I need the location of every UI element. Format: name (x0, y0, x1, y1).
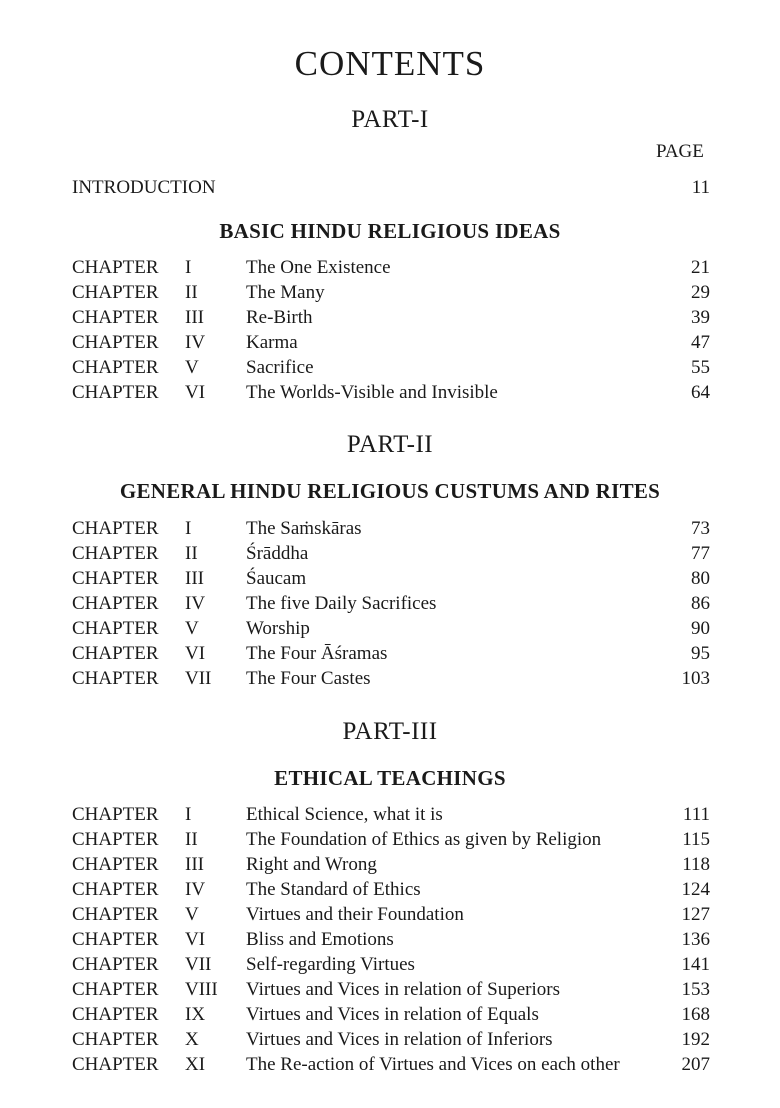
chapter-title: Ethical Science, what it is (246, 804, 443, 825)
chapter-label: CHAPTER (72, 1054, 159, 1075)
part-1-chapter-list (72, 257, 710, 407)
chapter-entry (72, 1029, 710, 1054)
chapter-number: VI (185, 382, 206, 403)
part-2-section-title: GENERAL HINDU RELIGIOUS CUSTUMS AND RITES (119, 479, 661, 503)
chapter-page: 73 (691, 518, 710, 539)
chapter-label: CHAPTER (72, 643, 159, 664)
chapter-page: 136 (681, 929, 710, 950)
chapter-number: V (185, 904, 199, 925)
chapter-number: I (185, 518, 192, 539)
part-3-section-title: ETHICAL TEACHINGS (274, 766, 506, 790)
chapter-entry (72, 829, 710, 854)
chapter-page: 124 (681, 879, 710, 900)
chapter-page: 118 (682, 854, 710, 875)
chapter-number: VI (185, 643, 206, 664)
chapter-label: CHAPTER (72, 954, 159, 975)
part-2-chapter-list (72, 518, 710, 693)
chapter-title: Karma (246, 332, 298, 353)
chapter-number: IV (185, 879, 206, 900)
chapter-title: Virtues and Vices in relation of Superiors (246, 979, 560, 1000)
chapter-label: CHAPTER (72, 829, 159, 850)
chapter-entry (72, 954, 710, 979)
chapter-page: 90 (691, 618, 710, 639)
chapter-number: II (185, 829, 198, 850)
chapter-title: Virtues and Vices in relation of Inferiors (246, 1029, 553, 1050)
chapter-entry (72, 518, 710, 543)
chapter-entry (72, 543, 710, 568)
chapter-title: The One Existence (246, 257, 391, 278)
part-3-heading: PART-III (342, 718, 438, 745)
chapter-entry (72, 382, 710, 407)
chapter-page: 80 (691, 568, 710, 589)
chapter-entry (72, 357, 710, 382)
chapter-entry (72, 1054, 710, 1079)
chapter-page: 39 (691, 307, 710, 328)
chapter-page: 153 (681, 979, 710, 1000)
chapter-title: The Foundation of Ethics as given by Religion (246, 829, 602, 850)
chapter-entry (72, 593, 710, 618)
chapter-label: CHAPTER (72, 307, 159, 328)
chapter-number: IV (185, 593, 206, 614)
chapter-label: CHAPTER (72, 979, 159, 1000)
chapter-page: 207 (681, 1054, 710, 1075)
chapter-title: Right and Wrong (246, 854, 377, 875)
chapter-number: II (185, 543, 198, 564)
chapter-title: Śrāddha (246, 543, 309, 564)
chapter-title: Bliss and Emotions (246, 929, 394, 950)
chapter-entry (72, 979, 710, 1004)
chapter-entry (72, 904, 710, 929)
introduction-page: 11 (691, 177, 710, 198)
chapter-page: 77 (691, 543, 710, 564)
chapter-title: Virtues and their Foundation (246, 904, 464, 925)
chapter-page: 115 (682, 829, 710, 850)
part-3-chapter-list (72, 804, 710, 1079)
chapter-number: III (185, 307, 204, 328)
chapter-entry (72, 668, 710, 693)
chapter-number: I (185, 257, 192, 278)
chapter-label: CHAPTER (72, 357, 159, 378)
chapter-number: I (185, 804, 192, 825)
chapter-page: 21 (691, 257, 710, 278)
chapter-page: 111 (682, 804, 710, 825)
chapter-number: VII (185, 954, 212, 975)
chapter-title: Worship (246, 618, 310, 639)
chapter-title: Śaucam (246, 568, 307, 589)
chapter-page: 141 (681, 954, 710, 975)
chapter-page: 29 (691, 282, 710, 303)
chapter-label: CHAPTER (72, 1004, 159, 1025)
chapter-number: V (185, 357, 199, 378)
chapter-entry (72, 804, 710, 829)
chapter-label: CHAPTER (72, 518, 159, 539)
chapter-page: 86 (691, 593, 710, 614)
part-1-section-title: BASIC HINDU RELIGIOUS IDEAS (219, 219, 561, 243)
chapter-label: CHAPTER (72, 257, 159, 278)
chapter-title: Re-Birth (246, 307, 313, 328)
chapter-label: CHAPTER (72, 904, 159, 925)
chapter-entry (72, 332, 710, 357)
chapter-page: 47 (691, 332, 710, 353)
chapter-number: XI (185, 1054, 206, 1075)
chapter-title: The Many (246, 282, 325, 303)
part-1-heading: PART-I (351, 106, 429, 133)
page-title: CONTENTS (294, 44, 486, 83)
introduction-label: INTRODUCTION (72, 177, 216, 198)
chapter-number: II (185, 282, 198, 303)
chapter-page: 64 (691, 382, 710, 403)
chapter-title: The Standard of Ethics (246, 879, 421, 900)
chapter-entry (72, 307, 710, 332)
chapter-number: III (185, 568, 204, 589)
chapter-label: CHAPTER (72, 879, 159, 900)
chapter-page: 95 (691, 643, 710, 664)
chapter-number: X (185, 1029, 199, 1050)
chapter-label: CHAPTER (72, 668, 159, 689)
chapter-label: CHAPTER (72, 1029, 159, 1050)
introduction-entry (72, 177, 710, 201)
chapter-entry (72, 618, 710, 643)
chapter-label: CHAPTER (72, 618, 159, 639)
chapter-title: The Saṁskāras (246, 518, 362, 539)
chapter-label: CHAPTER (72, 568, 159, 589)
chapter-label: CHAPTER (72, 382, 159, 403)
chapter-label: CHAPTER (72, 593, 159, 614)
chapter-title: The Four Castes (246, 668, 371, 689)
chapter-entry (72, 643, 710, 668)
chapter-page: 55 (691, 357, 710, 378)
chapter-label: CHAPTER (72, 854, 159, 875)
chapter-label: CHAPTER (72, 332, 159, 353)
chapter-title: Virtues and Vices in relation of Equals (246, 1004, 539, 1025)
chapter-entry (72, 568, 710, 593)
chapter-label: CHAPTER (72, 804, 159, 825)
chapter-entry (72, 257, 710, 282)
chapter-number: IV (185, 332, 206, 353)
chapter-entry (72, 854, 710, 879)
chapter-number: VIII (185, 979, 218, 1000)
page-column-label: PAGE (656, 141, 704, 162)
chapter-number: VI (185, 929, 206, 950)
chapter-page: 168 (681, 1004, 710, 1025)
chapter-entry (72, 1004, 710, 1029)
chapter-title: Sacrifice (246, 357, 314, 378)
chapter-title: The Re-action of Virtues and Vices on each other (246, 1054, 620, 1075)
chapter-title: The Worlds-Visible and Invisible (246, 382, 498, 403)
chapter-label: CHAPTER (72, 929, 159, 950)
chapter-page: 127 (681, 904, 710, 925)
chapter-title: Self-regarding Virtues (246, 954, 415, 975)
chapter-number: V (185, 618, 199, 639)
chapter-entry (72, 282, 710, 307)
chapter-entry (72, 879, 710, 904)
chapter-entry (72, 929, 710, 954)
chapter-title: The five Daily Sacrifices (246, 593, 437, 614)
chapter-number: III (185, 854, 204, 875)
chapter-label: CHAPTER (72, 282, 159, 303)
chapter-number: IX (185, 1004, 206, 1025)
chapter-page: 192 (681, 1029, 710, 1050)
part-2-heading: PART-II (346, 431, 434, 458)
chapter-title: The Four Āśramas (246, 643, 388, 664)
chapter-label: CHAPTER (72, 543, 159, 564)
chapter-number: VII (185, 668, 212, 689)
chapter-page: 103 (681, 668, 710, 689)
